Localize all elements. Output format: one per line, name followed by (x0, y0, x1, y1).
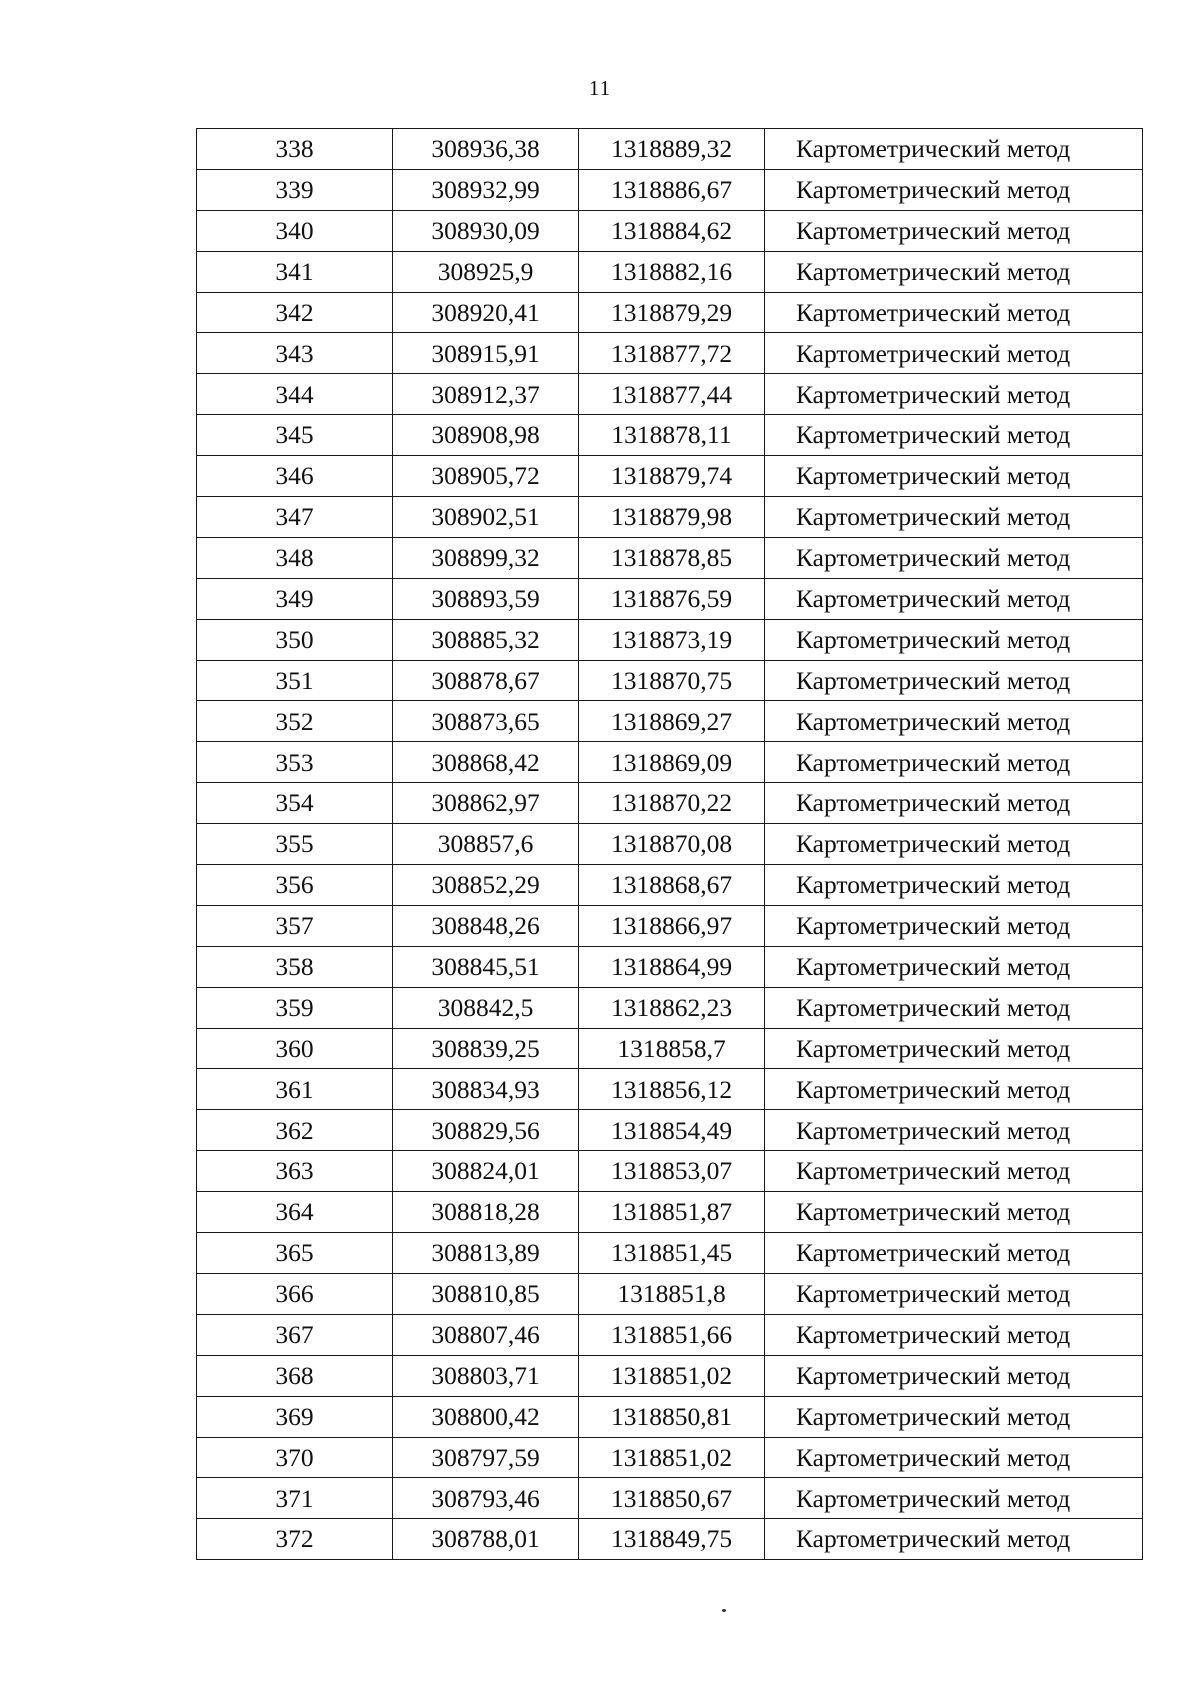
point-number-cell: 346 (197, 456, 393, 497)
y-coordinate-cell: 1318854,49 (579, 1110, 765, 1151)
method-cell: Картометрический метод (765, 946, 1143, 987)
method-cell: Картометрический метод (765, 333, 1143, 374)
table-row (197, 292, 1143, 333)
point-number-cell: 366 (197, 1273, 393, 1314)
point-number-cell: 372 (197, 1519, 393, 1560)
x-coordinate-cell: 308839,25 (393, 1028, 579, 1069)
method-cell: Картометрический метод (765, 374, 1143, 415)
method-cell: Картометрический метод (765, 129, 1143, 170)
method-cell: Картометрический метод (765, 865, 1143, 906)
x-coordinate-cell: 308813,89 (393, 1233, 579, 1274)
method-cell: Картометрический метод (765, 824, 1143, 865)
method-cell: Картометрический метод (765, 415, 1143, 456)
y-coordinate-cell: 1318851,02 (579, 1355, 765, 1396)
x-coordinate-cell: 308862,97 (393, 783, 579, 824)
y-coordinate-cell: 1318851,8 (579, 1273, 765, 1314)
point-number-cell: 370 (197, 1437, 393, 1478)
x-coordinate-cell: 308824,01 (393, 1151, 579, 1192)
y-coordinate-cell: 1318879,74 (579, 456, 765, 497)
table-row (197, 1069, 1143, 1110)
x-coordinate-cell: 308810,85 (393, 1273, 579, 1314)
method-cell: Картометрический метод (765, 1233, 1143, 1274)
point-number-cell: 352 (197, 701, 393, 742)
table-row (197, 987, 1143, 1028)
table-row (197, 1233, 1143, 1274)
x-coordinate-cell: 308797,59 (393, 1437, 579, 1478)
table-row (197, 742, 1143, 783)
point-number-cell: 351 (197, 660, 393, 701)
x-coordinate-cell: 308915,91 (393, 333, 579, 374)
x-coordinate-cell: 308829,56 (393, 1110, 579, 1151)
point-number-cell: 357 (197, 905, 393, 946)
point-number-cell: 362 (197, 1110, 393, 1151)
y-coordinate-cell: 1318882,16 (579, 251, 765, 292)
y-coordinate-cell: 1318878,85 (579, 537, 765, 578)
method-cell: Картометрический метод (765, 1437, 1143, 1478)
method-cell: Картометрический метод (765, 987, 1143, 1028)
table-row (197, 1355, 1143, 1396)
table-row (197, 1478, 1143, 1519)
table-row (197, 374, 1143, 415)
point-number-cell: 367 (197, 1314, 393, 1355)
point-number-cell: 364 (197, 1192, 393, 1233)
table-row (197, 169, 1143, 210)
method-cell: Картометрический метод (765, 742, 1143, 783)
y-coordinate-cell: 1318866,97 (579, 905, 765, 946)
method-cell: Картометрический метод (765, 210, 1143, 251)
y-coordinate-cell: 1318873,19 (579, 619, 765, 660)
y-coordinate-cell: 1318870,75 (579, 660, 765, 701)
point-number-cell: 341 (197, 251, 393, 292)
y-coordinate-cell: 1318850,67 (579, 1478, 765, 1519)
method-cell: Картометрический метод (765, 537, 1143, 578)
point-number-cell: 344 (197, 374, 393, 415)
y-coordinate-cell: 1318851,02 (579, 1437, 765, 1478)
x-coordinate-cell: 308788,01 (393, 1519, 579, 1560)
point-number-cell: 360 (197, 1028, 393, 1069)
table-row (197, 497, 1143, 538)
method-cell: Картометрический метод (765, 905, 1143, 946)
table-row (197, 210, 1143, 251)
x-coordinate-cell: 308925,9 (393, 251, 579, 292)
x-coordinate-cell: 308834,93 (393, 1069, 579, 1110)
method-cell: Картометрический метод (765, 1110, 1143, 1151)
point-number-cell: 359 (197, 987, 393, 1028)
x-coordinate-cell: 308885,32 (393, 619, 579, 660)
x-coordinate-cell: 308852,29 (393, 865, 579, 906)
y-coordinate-cell: 1318876,59 (579, 578, 765, 619)
point-number-cell: 348 (197, 537, 393, 578)
x-coordinate-cell: 308857,6 (393, 824, 579, 865)
y-coordinate-cell: 1318870,08 (579, 824, 765, 865)
table-row (197, 1314, 1143, 1355)
x-coordinate-cell: 308818,28 (393, 1192, 579, 1233)
table-row (197, 783, 1143, 824)
method-cell: Картометрический метод (765, 1069, 1143, 1110)
x-coordinate-cell: 308902,51 (393, 497, 579, 538)
y-coordinate-cell: 1318877,72 (579, 333, 765, 374)
point-number-cell: 350 (197, 619, 393, 660)
x-coordinate-cell: 308905,72 (393, 456, 579, 497)
method-cell: Картометрический метод (765, 783, 1143, 824)
table-row (197, 946, 1143, 987)
table-row (197, 619, 1143, 660)
point-number-cell: 369 (197, 1396, 393, 1437)
point-number-cell: 354 (197, 783, 393, 824)
point-number-cell: 340 (197, 210, 393, 251)
method-cell: Картометрический метод (765, 701, 1143, 742)
y-coordinate-cell: 1318858,7 (579, 1028, 765, 1069)
x-coordinate-cell: 308868,42 (393, 742, 579, 783)
x-coordinate-cell: 308930,09 (393, 210, 579, 251)
table-row (197, 1028, 1143, 1069)
x-coordinate-cell: 308803,71 (393, 1355, 579, 1396)
table-row (197, 1396, 1143, 1437)
y-coordinate-cell: 1318856,12 (579, 1069, 765, 1110)
scan-speck (722, 1609, 726, 1612)
point-number-cell: 343 (197, 333, 393, 374)
point-number-cell: 349 (197, 578, 393, 619)
x-coordinate-cell: 308807,46 (393, 1314, 579, 1355)
y-coordinate-cell: 1318879,29 (579, 292, 765, 333)
y-coordinate-cell: 1318851,87 (579, 1192, 765, 1233)
y-coordinate-cell: 1318879,98 (579, 497, 765, 538)
coordinates-table-body (197, 129, 1143, 1560)
method-cell: Картометрический метод (765, 1478, 1143, 1519)
y-coordinate-cell: 1318853,07 (579, 1151, 765, 1192)
method-cell: Картометрический метод (765, 169, 1143, 210)
table-row (197, 1151, 1143, 1192)
table-row (197, 578, 1143, 619)
point-number-cell: 345 (197, 415, 393, 456)
x-coordinate-cell: 308912,37 (393, 374, 579, 415)
x-coordinate-cell: 308848,26 (393, 905, 579, 946)
table-row (197, 1110, 1143, 1151)
y-coordinate-cell: 1318868,67 (579, 865, 765, 906)
point-number-cell: 365 (197, 1233, 393, 1274)
point-number-cell: 355 (197, 824, 393, 865)
method-cell: Картометрический метод (765, 619, 1143, 660)
method-cell: Картометрический метод (765, 1396, 1143, 1437)
point-number-cell: 339 (197, 169, 393, 210)
table-row (197, 1192, 1143, 1233)
table-row (197, 333, 1143, 374)
x-coordinate-cell: 308920,41 (393, 292, 579, 333)
point-number-cell: 368 (197, 1355, 393, 1396)
x-coordinate-cell: 308899,32 (393, 537, 579, 578)
table-row (197, 251, 1143, 292)
method-cell: Картометрический метод (765, 497, 1143, 538)
point-number-cell: 338 (197, 129, 393, 170)
point-number-cell: 347 (197, 497, 393, 538)
x-coordinate-cell: 308842,5 (393, 987, 579, 1028)
point-number-cell: 363 (197, 1151, 393, 1192)
method-cell: Картометрический метод (765, 251, 1143, 292)
y-coordinate-cell: 1318869,09 (579, 742, 765, 783)
x-coordinate-cell: 308800,42 (393, 1396, 579, 1437)
method-cell: Картометрический метод (765, 578, 1143, 619)
table-row (197, 865, 1143, 906)
point-number-cell: 358 (197, 946, 393, 987)
table-row (197, 456, 1143, 497)
point-number-cell: 342 (197, 292, 393, 333)
table-row (197, 824, 1143, 865)
x-coordinate-cell: 308908,98 (393, 415, 579, 456)
x-coordinate-cell: 308845,51 (393, 946, 579, 987)
table-row (197, 129, 1143, 170)
point-number-cell: 356 (197, 865, 393, 906)
y-coordinate-cell: 1318849,75 (579, 1519, 765, 1560)
table-row (197, 1437, 1143, 1478)
point-number-cell: 361 (197, 1069, 393, 1110)
point-number-cell: 353 (197, 742, 393, 783)
x-coordinate-cell: 308936,38 (393, 129, 579, 170)
table-row (197, 1273, 1143, 1314)
x-coordinate-cell: 308893,59 (393, 578, 579, 619)
y-coordinate-cell: 1318864,99 (579, 946, 765, 987)
page-number: 11 (588, 76, 612, 100)
method-cell: Картометрический метод (765, 456, 1143, 497)
x-coordinate-cell: 308878,67 (393, 660, 579, 701)
table-row (197, 701, 1143, 742)
method-cell: Картометрический метод (765, 1273, 1143, 1314)
y-coordinate-cell: 1318862,23 (579, 987, 765, 1028)
table-row (197, 537, 1143, 578)
y-coordinate-cell: 1318851,45 (579, 1233, 765, 1274)
x-coordinate-cell: 308932,99 (393, 169, 579, 210)
method-cell: Картометрический метод (765, 292, 1143, 333)
table-row (197, 905, 1143, 946)
y-coordinate-cell: 1318889,32 (579, 129, 765, 170)
method-cell: Картометрический метод (765, 1028, 1143, 1069)
table-row (197, 660, 1143, 701)
y-coordinate-cell: 1318851,66 (579, 1314, 765, 1355)
y-coordinate-cell: 1318878,11 (579, 415, 765, 456)
method-cell: Картометрический метод (765, 1151, 1143, 1192)
x-coordinate-cell: 308873,65 (393, 701, 579, 742)
table-row (197, 415, 1143, 456)
y-coordinate-cell: 1318886,67 (579, 169, 765, 210)
method-cell: Картометрический метод (765, 1355, 1143, 1396)
x-coordinate-cell: 308793,46 (393, 1478, 579, 1519)
y-coordinate-cell: 1318850,81 (579, 1396, 765, 1437)
method-cell: Картометрический метод (765, 1519, 1143, 1560)
coordinates-table (196, 128, 1143, 1560)
method-cell: Картометрический метод (765, 660, 1143, 701)
point-number-cell: 371 (197, 1478, 393, 1519)
y-coordinate-cell: 1318877,44 (579, 374, 765, 415)
y-coordinate-cell: 1318884,62 (579, 210, 765, 251)
method-cell: Картометрический метод (765, 1192, 1143, 1233)
method-cell: Картометрический метод (765, 1314, 1143, 1355)
table-row (197, 1519, 1143, 1560)
y-coordinate-cell: 1318869,27 (579, 701, 765, 742)
y-coordinate-cell: 1318870,22 (579, 783, 765, 824)
